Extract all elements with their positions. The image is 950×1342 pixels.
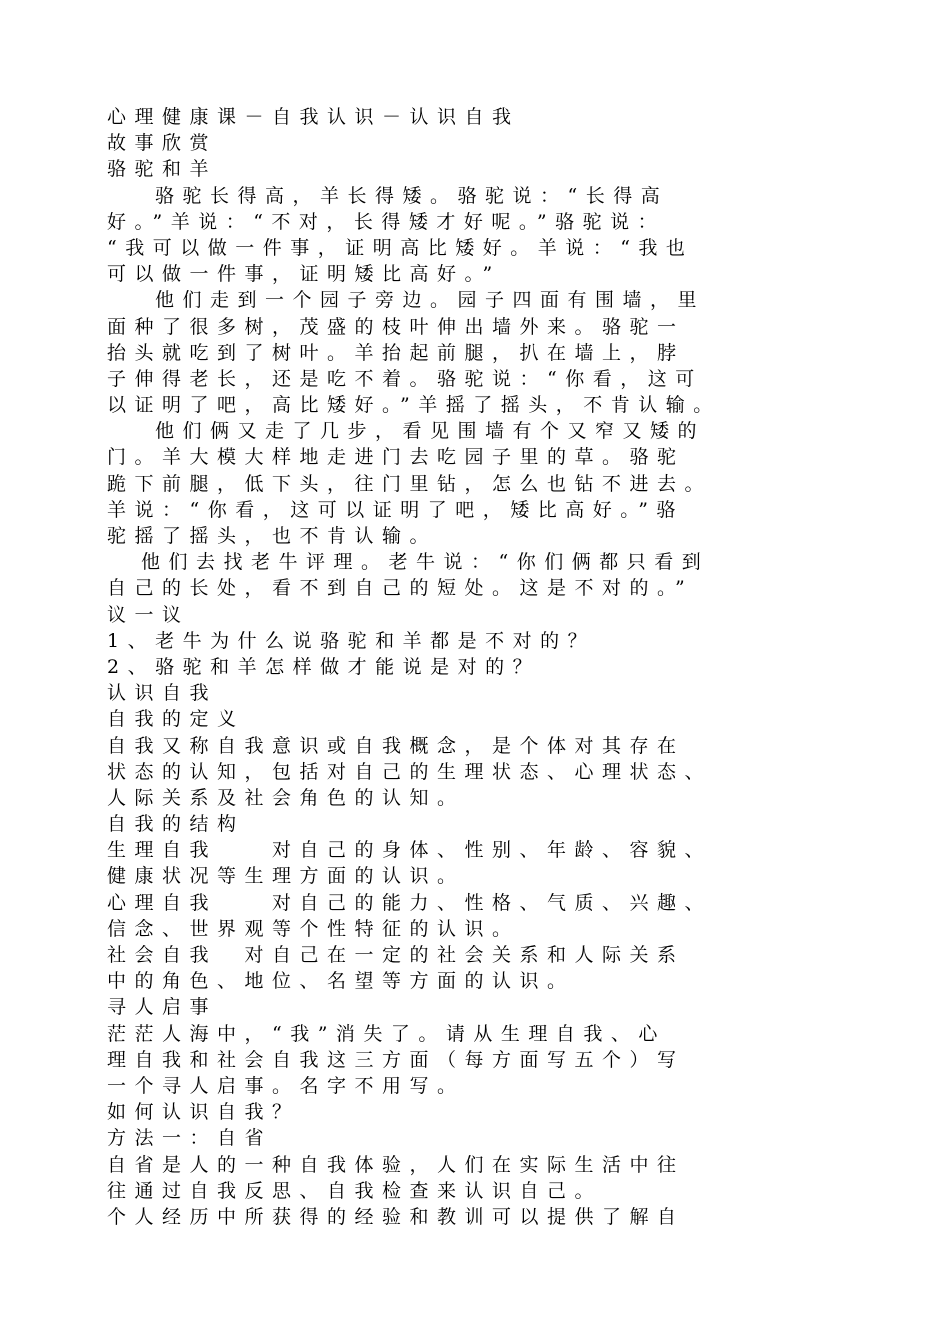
section-heading: 如何认识自我？ bbox=[107, 1101, 300, 1124]
paragraph-line: 状态的认知，包括对自己的生理状态、心理状态、 bbox=[107, 760, 713, 783]
paragraph-line: 心理自我 对自己的能力、性格、气质、兴趣、 bbox=[107, 891, 713, 914]
paragraph-line: 他们走到一个园子旁边。园子四面有围墙，里 bbox=[155, 289, 706, 312]
subsection-heading: 自我的结构 bbox=[107, 813, 245, 836]
paragraph-line: 骆驼长得高，羊长得矮。骆驼说：“长得高 bbox=[155, 184, 669, 207]
story-title: 骆驼和羊 bbox=[107, 158, 218, 181]
paragraph-line: 羊说：“你看，这可以证明了吧，矮比高好。”骆 bbox=[107, 498, 684, 521]
paragraph-line: 他们俩又走了几步，看见围墙有个又窄又矮的 bbox=[155, 420, 706, 443]
paragraph-line: 个人经历中所获得的经验和教训可以提供了解自 bbox=[107, 1205, 685, 1228]
paragraph-line: 好。”羊说：“不对，长得矮才好呢。”骆驼说： bbox=[107, 210, 666, 233]
paragraph-line: 面种了很多树，茂盛的枝叶伸出墙外来。骆驼一 bbox=[107, 315, 685, 338]
paragraph-line: 自我又称自我意识或自我概念，是个体对其存在 bbox=[107, 734, 685, 757]
paragraph-line: “我可以做一件事，证明高比矮好。羊说：“我也 bbox=[107, 236, 694, 259]
paragraph-line: 人际关系及社会角色的认知。 bbox=[107, 786, 465, 809]
question-item: 1、老牛为什么说骆驼和羊都是不对的？ bbox=[107, 629, 596, 652]
paragraph-line: 自省是人的一种自我体验，人们在实际生活中往 bbox=[107, 1153, 685, 1176]
paragraph-line: 以证明了吧，高比矮好。”羊摇了摇头，不肯认输。 bbox=[107, 394, 721, 417]
paragraph-line: 子伸得老长，还是吃不着。骆驼说：“你看，这可 bbox=[107, 367, 703, 390]
paragraph-line: 茫茫人海中，“我”消失了。请从生理自我、心 bbox=[107, 1022, 666, 1045]
section-heading: 议一议 bbox=[107, 603, 190, 626]
paragraph-line: 自己的长处，看不到自己的短处。这是不对的。” bbox=[107, 577, 694, 600]
paragraph-line: 门。羊大模大样地走进门去吃园子里的草。骆驼 bbox=[107, 446, 685, 469]
section-heading: 寻人启事 bbox=[107, 996, 218, 1019]
paragraph-line: 一个寻人启事。名字不用写。 bbox=[107, 1074, 465, 1097]
question-item: 2、骆驼和羊怎样做才能说是对的？ bbox=[107, 655, 541, 678]
paragraph-line: 驼摇了摇头，也不肯认输。 bbox=[107, 525, 438, 547]
paragraph-line: 抬头就吃到了树叶。羊抬起前腿，扒在墙上，脖 bbox=[107, 341, 685, 364]
paragraph-line: 社会自我 对自己在一定的社会关系和人际关系 bbox=[107, 944, 685, 966]
paragraph-line: 他们去找老牛评理。老牛说：“你们俩都只看到 bbox=[141, 551, 710, 574]
paragraph-line: 往通过自我反思、自我检查来认识自己。 bbox=[107, 1179, 603, 1202]
doc-title: 心理健康课－自我认识－认识自我 bbox=[107, 106, 520, 128]
section-heading: 认识自我 bbox=[107, 682, 218, 705]
paragraph-line: 跪下前腿，低下头，往门里钻，怎么也钻不进去。 bbox=[107, 472, 713, 495]
paragraph-line: 可以做一件事，证明矮比高好。” bbox=[107, 263, 501, 286]
document-body bbox=[107, 104, 857, 1230]
paragraph-line: 中的角色、地位、名望等方面的认识。 bbox=[107, 970, 575, 993]
subsection-heading: 方法一：自省 bbox=[107, 1127, 273, 1150]
paragraph-line: 信念、世界观等个性特征的认识。 bbox=[107, 917, 520, 940]
section-heading: 故事欣赏 bbox=[107, 132, 218, 155]
paragraph-line: 生理自我 对自己的身体、性别、年龄、容貌、 bbox=[107, 839, 713, 862]
paragraph-line: 理自我和社会自我这三方面（每方面写五个）写 bbox=[107, 1048, 685, 1071]
paragraph-line: 健康状况等生理方面的认识。 bbox=[107, 865, 465, 888]
subsection-heading: 自我的定义 bbox=[107, 708, 245, 731]
